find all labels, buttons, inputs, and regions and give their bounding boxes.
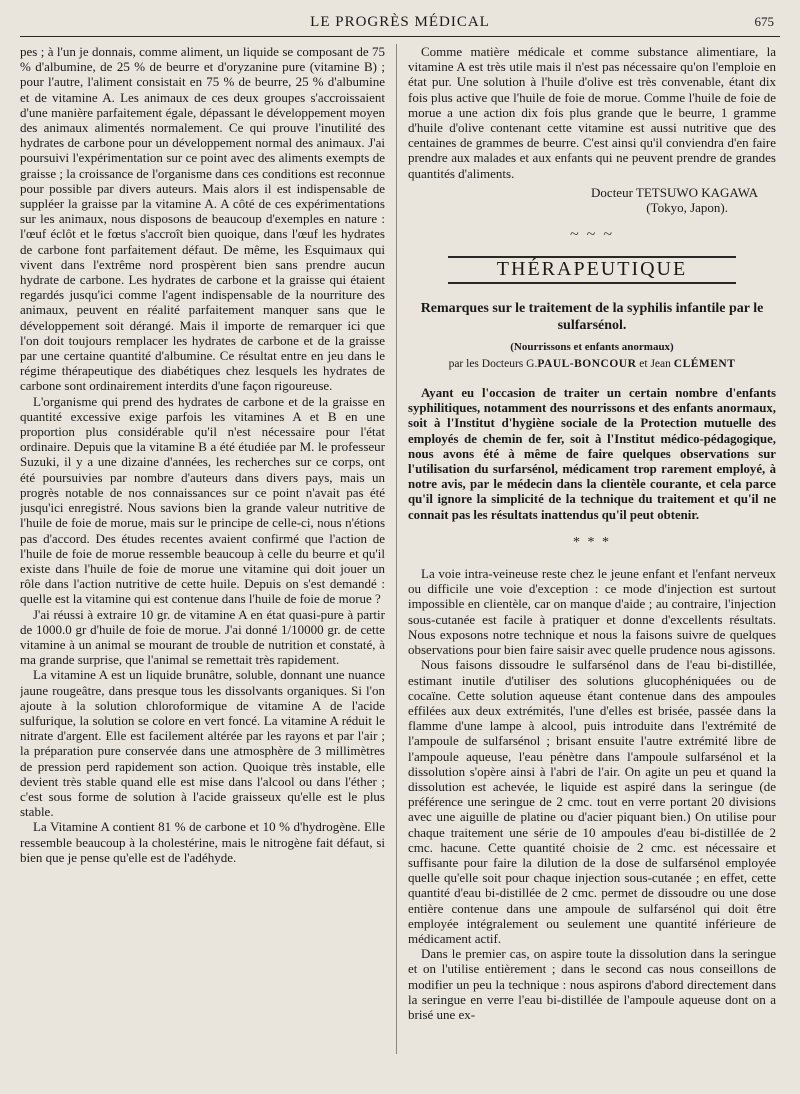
author-signature: Docteur TETSUWO KAGAWA [591, 184, 758, 200]
author-name: PAUL-BONCOUR [537, 357, 637, 370]
right-column [408, 44, 776, 1084]
journal-title: LE PROGRÈS MÉDICAL [310, 14, 490, 30]
article-subtitle: (Nourrissons et enfants anormaux) [510, 340, 674, 353]
article-authors [408, 357, 776, 372]
author-location: (Tokyo, Japon). [646, 200, 728, 216]
ornament-divider: ~ ~ ~ [570, 226, 614, 244]
column-divider [396, 44, 397, 1054]
left-paragraph: pes ; à l'un je donnais, comme aliment, un liquide se composant de 75 % d'albumine, de 25 % de beurre et d'oryzanine pure (vitamine B) ; pour l'autre, l'aliment consistait en 75 % de beurre, 25 % d'albumine et de vitamine A. Les animaux de ces deux groupes s'accroissaient d'une manière parfaitement égale, dépassant le développement moyen des animaux alimentés normalement. Ce qui prouve l'inutilité des hydrates de carbone pour un développement normal des animaux. J'ai poursuivi l'expérimentation sur ce point avec des aliments exempts de graisse ; la croissance de l'organisme dans ces conditions est reconnue pour possible par divers auteurs. Mais alors il est indispensable de suppléer la graisse par la vitamine A. A côté de ces expérimentations sur les animaux, nous disposons de beaucoup d'exemples en nature : l'œuf éclôt et le fœtus s'accroît bien quoique, dans l'œuf les hydrates de carbone font parfaitement défaut. De même, les Esquimaux qui vivent dans l'extrême nord prospèrent bien sans prendre aucun hydrate de carbone. Les hydrates de carbone et la graisse qui étaient regardés jusqu'ici comme l'agent indispensable de la nourriture des animaux, peuvent en réalité parfaitement manquer sans que le développement soit dérangé. Mais il importe de remarquer ici que l'on doit toujours remplacer les hydrates de carbone et de la graisse par une certaine quantité d'albumine. Ce résultat entre en jeu dans le régime thérapeutique des diabétiques chez lesquels les hydrates de carbone sont ordinairement interdits d'une façon rigoureuse. [20, 44, 385, 394]
authors-prefix: par les Docteurs G. [448, 357, 538, 370]
page-header [20, 10, 780, 37]
asterism-divider: * * * [573, 534, 611, 550]
article-abstract: Ayant eu l'occasion de traiter un certain nombre d'enfants syphilitiques, notamment des nourrissons et des enfants anormaux, soit à l'Institut d'hygiène sociale de la Protection mutuelle des employés de chemin de fer, soit à l'Institut médico-pédagogique, nous avons été à même de faire quelques observations sur l'utilisation du surfarsénol, médicament trop rarement employé, à notre avis, par le médecin dans la clientèle courante, et cela parce qu'il ignore la simplicité de la technique du traitement et qu'il ne connait pas les résultats inattendus qu'il peut obtenir. [408, 386, 776, 522]
intro-paragraph: Comme matière médicale et comme substance alimentiare, la vitamine A est très utile mais il n'est pas nécessaire qu'on l'emploie en état pur. Une solution à l'huile d'olive est très convenable, étant dix fois plus active que l'huile de foie de morue. Comme l'huile de foie de morue a une action dix fois plus grande que le beurre, 1 gramme d'huile d'olive contenant cette vitamine est aussi nutritive que des centaines de grammes de beurre. C'est ainsi qu'il conviendra d'en faire prendre aux malades et aux enfants qui ne peuvent prendre de grandes quantités d'aliments. [408, 44, 776, 181]
author-name: CLÉMENT [673, 357, 736, 370]
section-heading: THÉRAPEUTIQUE [448, 256, 736, 283]
left-paragraph: J'ai réussi à extraire 10 gr. de vitamine A en état quasi-pure à partir de 1000.0 gr d'huile de foie de morue. J'ai donné 1/10000 gr. de cette vitamine à un animal se mourant de trouble de nutrition et constaté, à ma grande surprise, que l'animal se remettait très rapidement. [20, 606, 385, 668]
left-paragraph: La Vitamine A contient 81 % de carbone et 10 % d'hydrogène. Elle ressemble beaucoup à la cholestérine, mais le nitrogène fait défaut, si bien que je pense qu'elle est de l'adéhyde. [20, 819, 385, 865]
body-paragraph: Nous faisons dissoudre le sulfarsénol dans de l'eau bi-distillée, estimant inutile d'utiliser des solutions glucophéniquées ou de cocaïne. Cette solution aqueuse étant contenue dans des ampoules effilées aux deux extrémités, l'une d'elles est brisée, passée dans la flamme d'une lampe à alcool, puis introduite dans l'extrémité de l'ampoule de sulfarsénol ; brisant ensuite l'autre extrémité libre de l'ampoule aqueuse, l'eau pénètre dans l'ampoule sulfarsénol et la dissolution s'opère ainsi à l'abri de l'air. On agite un peu et quand la dissolution est achevée, le liquide est aspiré dans la seringue (de préférence une seringue de 2 cmc. tout en verre portant 20 divisions avec une aiguille de platine ou d'acier piquant bien.) On utilise pour chaque traitement une série de 10 ampoules d'eau bi-distillée de 2 cmc. hacune. Cette quantité choisie de 2 cmc. est nécessaire et suffisante pour faire la dilution de la dose de sulfarsénol employée quelle qu'elle soit pour chaque injection sous-cutanée ; en effet, cette quantité d'eau bi-distillée de 2 cmc. permet de dissoudre ou une dose entière contenue dans une ampoule de sulfarsénol qui doit être employée intégralement ou seulement une quantité inférieure de médicament actif. [408, 657, 776, 946]
article-title: Remarques sur le traitement de la syphilis infantile par le sulfarsénol. [420, 300, 764, 333]
page-number: 675 [754, 14, 774, 29]
left-column [20, 44, 385, 1084]
left-paragraph: La vitamine A est un liquide brunâtre, soluble, donnant une nuance jaune rougeâtre, dans presque tous les dissolvants organiques. Si l'on ajoute à la solution chloroformique de vitamine A de l'acide sulfurique, la solution se colore en vert foncé. La vitamine A réduit le nitrate d'argent. Elle est facilement altérée par les rayons et par l'air ; la préparation pure conservée dans une atmosphère de 3 millimètres de pression perd rapidement son action. Quoique très instable, elle devient très stable quand elle est mise dans l'alcool ou dans l'éther ; c'est sous forme de solution à l'acide graisseux qu'elle est le plus stable. [20, 667, 385, 820]
body-paragraph: La voie intra-veineuse reste chez le jeune enfant et l'enfant nerveux ou difficile une voie d'exception : ce mode d'injection est surtout impossible en clientèle, car on manque d'aide ; au contraire, l'injection sous-cutanée est facile à pratiquer et donne d'excellents résultats. Nous exposons notre technique et nous la faisons suivre de quelques observations pour bien faire saisir avec quelle prudence nous agissons. [408, 566, 776, 658]
body-paragraph: Dans le premier cas, on aspire toute la dissolution dans la seringue et on l'utilise entièrement ; dans le second cas nous conseillons de modifier un peu la technique : nous aspirons d'abord directement dans la seringue en verre l'eau bi-distillée de l'ampoule aqueuse dont on a brisé une ex- [408, 946, 776, 1022]
authors-connector: et Jean [636, 357, 674, 370]
left-paragraph: L'organisme qui prend des hydrates de carbone et de la graisse en quantité excessive exige parfois les vitamines A et B en une proportion plus considérable qu'il n'est nécessaire pour l'état ordinaire. Depuis que la vitamine B a été étudiée par M. le professeur Suzuki, il y a une dizaine d'années, les recherches sur ce corps, ont été poursuivies par nombre d'auteurs dans divers pays, mais un progrès notable de nos connaissances sur ce point n'avait pas été jusqu'ici enregistré. Nous savions bien la grande valeur nutritive de l'huile de foie de morue, mais sur le principe de celle-ci, nous n'étions pas d'accord. Des études recentes avaient confirmé que l'action de l'huile de foie de morue ressemble beaucoup à celle du beurre et qu'il existe dans l'huile de foie de morue une vitamine qui doit jouer un rôle dans l'action nutritive de cette huile. Depuis on s'est demandé : quelle est la vitamine qui est contenue dans l'huile de foie de morue ? [20, 393, 385, 607]
